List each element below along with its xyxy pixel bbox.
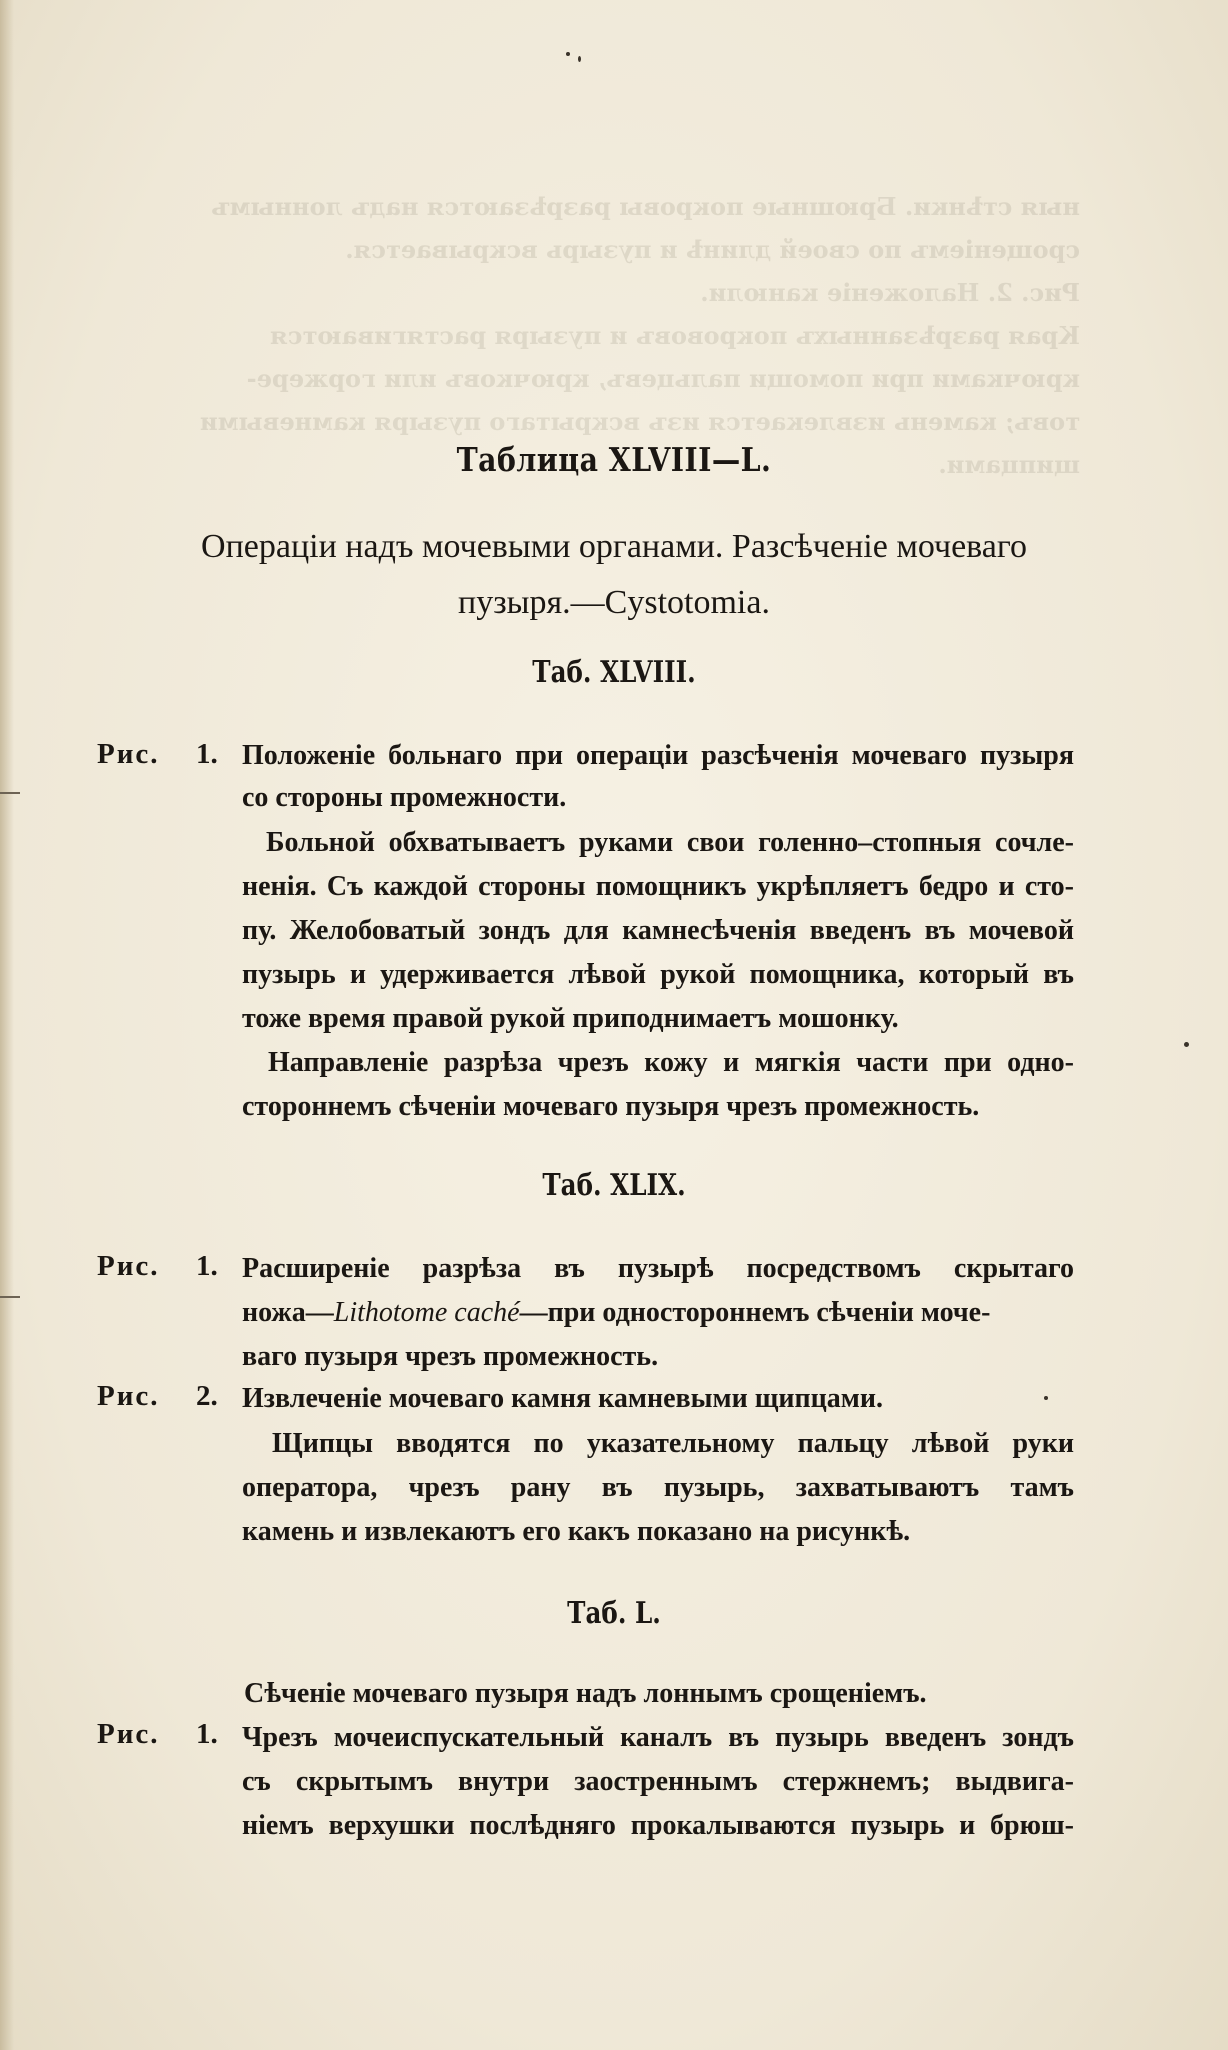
figure-number: 2. xyxy=(196,1380,218,1412)
figure-label: Рис. xyxy=(97,1718,160,1750)
text-segment: —при одностороннемъ сѣченіи моче- xyxy=(519,1297,991,1328)
text-line: пу. Желобоватый зондъ для камнесѣченія введенъ въ мочевой xyxy=(242,915,1074,946)
ink-speck xyxy=(1184,1042,1189,1047)
figure-label: Рис. xyxy=(97,1380,160,1412)
text-line: Положеніе больнаго при операціи разсѣченія мочеваго пузыря xyxy=(242,740,1074,771)
text-line: ніемъ верхушки послѣдняго прокалываются пузырь и брюш- xyxy=(242,1810,1074,1841)
margin-mark xyxy=(0,1296,20,1298)
figure-label: Рис. xyxy=(97,1250,160,1282)
subtitle-line-2: пузыря.—Cystotomia. xyxy=(458,584,770,621)
text-line: Расширеніе разрѣза въ пузырѣ посредствомъ скрытаго xyxy=(242,1253,1074,1284)
figure-number: 1. xyxy=(196,1718,218,1750)
ink-speck xyxy=(578,56,581,62)
text-segment: ножа— xyxy=(242,1297,334,1328)
text-line-with-italic xyxy=(242,1297,990,1329)
text-line: оператора, чрезъ рану въ пузырь, захватываютъ тамъ xyxy=(242,1472,1074,1503)
figure-number: 1. xyxy=(196,1250,218,1282)
text-line: Направленіе разрѣза чрезъ кожу и мягкія части при одно- xyxy=(268,1047,1074,1078)
page-binding-shadow xyxy=(0,0,14,2050)
ink-speck xyxy=(566,52,570,56)
text-line: камень и извлекаютъ его какъ показано на рисункѣ. xyxy=(242,1516,911,1547)
text-line: съ скрытымъ внутри заостреннымъ стержнемъ; выдвига- xyxy=(242,1766,1074,1797)
section-intro: Сѣченіе мочеваго пузыря надъ лоннымъ срощеніемъ. xyxy=(244,1678,927,1709)
section-heading-wrap xyxy=(0,1168,1228,1203)
text-line: тоже время правой рукой приподнимаетъ мошонку. xyxy=(242,1003,899,1034)
text-line: Больной обхватываетъ руками свои голенно–стопныя сочле- xyxy=(266,827,1074,858)
text-line: пузырь и удерживается лѣвой рукой помощника, который въ xyxy=(242,959,1074,990)
section-heading-wrap xyxy=(0,1596,1228,1631)
section-heading-xlviii: Таб. XLVIII. xyxy=(532,655,696,690)
text-line: Щипцы вводятся по указательному пальцу лѣвой руки xyxy=(272,1428,1074,1459)
section-heading-xlix: Таб. XLIX. xyxy=(542,1168,686,1203)
subtitle-line-1: Операціи надъ мочевыми органами. Разсѣченіе мочеваго xyxy=(201,528,1027,565)
section-heading-wrap xyxy=(0,655,1228,690)
page-title: Таблица XLVIII—L. xyxy=(456,440,772,479)
italic-term-lithotome: Lithotome caché xyxy=(333,1297,520,1328)
reverse-side-bleed-through: ныя стѣнки. Брюшные покровы разрѣзаются надъ лоннымъ срощеніемъ по своей длинѣ и пузырь вскрывается. Рис. 2. Наложеніе канюли. Края разрѣзанныхъ покрововъ и пузыря растягиваются крючками при помощи пальцевъ, крючковъ или горжере- товъ; камень извлекается изъ вскрытаго пузыря камневыми щипцами. xyxy=(199,192,1080,479)
ink-speck xyxy=(1044,1396,1048,1400)
figure-label: Рис. xyxy=(97,738,160,770)
text-line: стороннемъ сѣченіи мочеваго пузыря чрезъ промежность. xyxy=(242,1091,980,1122)
text-line: Извлеченіе мочеваго камня камневыми щипцами. xyxy=(242,1383,883,1414)
text-line: ваго пузыря чрезъ промежность. xyxy=(242,1341,659,1372)
text-line: Чрезъ мочеиспускательный каналъ въ пузырь введенъ зондъ xyxy=(242,1722,1074,1753)
page-title-wrap xyxy=(0,440,1228,479)
text-line: со стороны промежности. xyxy=(242,782,567,813)
margin-mark xyxy=(0,792,20,794)
subtitle-block xyxy=(0,522,1228,628)
text-line: ненія. Съ каждой стороны помощникъ укрѣпляетъ бедро и сто- xyxy=(242,871,1074,902)
section-heading-l: Таб. L. xyxy=(567,1596,661,1631)
figure-number: 1. xyxy=(196,738,218,770)
